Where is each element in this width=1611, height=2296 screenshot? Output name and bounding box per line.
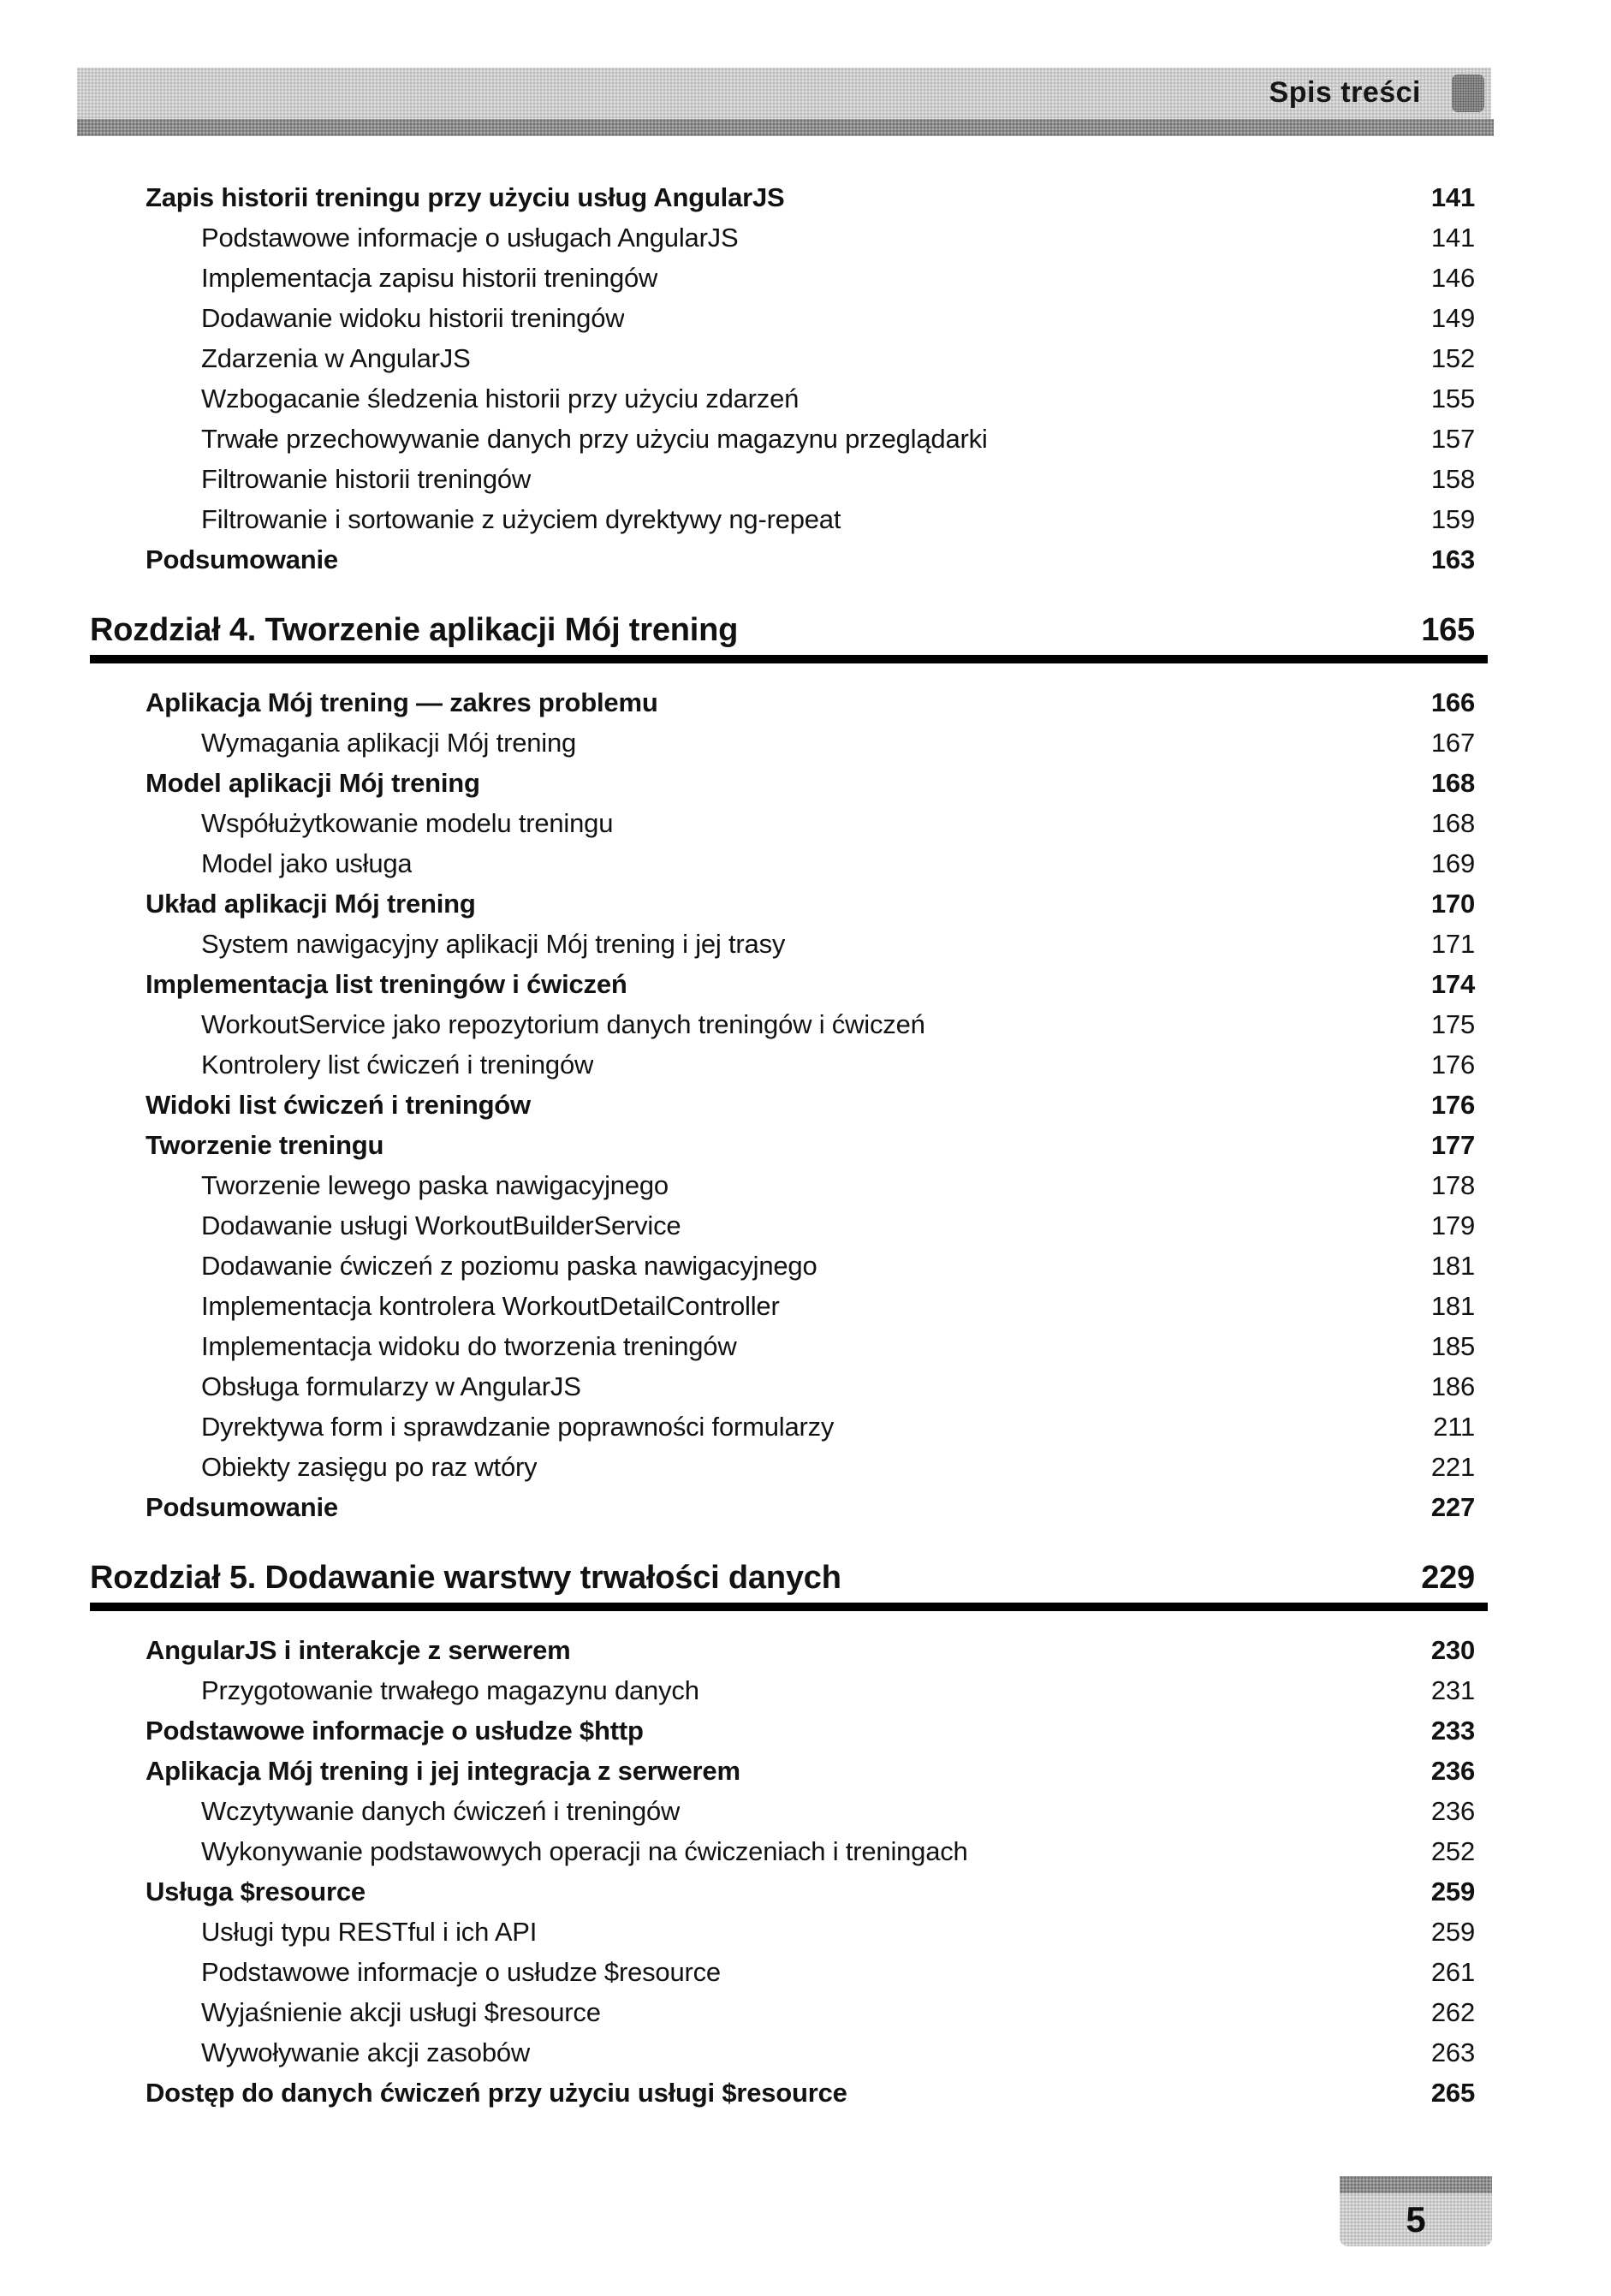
toc-entry-page: 175 [1430, 1009, 1475, 1039]
toc-entry-title: Implementacja list treningów i ćwiczeń [146, 969, 627, 999]
toc-entry-page: 178 [1430, 1170, 1475, 1200]
toc-entry-title: Podsumowanie [146, 1492, 338, 1522]
chapter-heading [90, 1558, 1475, 1597]
toc-entry [146, 964, 1475, 1004]
chapter-title: Rozdział 4. Tworzenie aplikacji Mój trening [90, 612, 739, 648]
toc-entry-title: Obiekty zasięgu po raz wtóry [201, 1452, 538, 1482]
toc-entry-title: Podstawowe informacje o usłudze $http [146, 1716, 644, 1746]
toc-entry-title: Model jako usługa [201, 848, 413, 878]
toc-entry-page: 163 [1430, 544, 1475, 574]
toc-entry [146, 924, 1475, 964]
toc-entry-page: 158 [1430, 464, 1475, 494]
toc-entry-title: Podsumowanie [146, 544, 338, 574]
page-number-box [1340, 2176, 1492, 2246]
toc-entry-page: 176 [1430, 1050, 1475, 1080]
toc-entry-page: 236 [1430, 1796, 1475, 1826]
toc-entry-page: 168 [1430, 808, 1475, 838]
toc-entry [146, 1912, 1475, 1952]
toc-entry-title: Tworzenie treningu [146, 1130, 384, 1160]
toc-entry-title: Aplikacja Mój trening i jej integracja z serwerem [146, 1756, 740, 1786]
toc-entry-page: 157 [1430, 424, 1475, 454]
page-number-box-body [1340, 2193, 1492, 2246]
toc-entry-page: 141 [1430, 182, 1475, 212]
toc-entry [146, 1286, 1475, 1326]
toc-entry [146, 2073, 1475, 2113]
toc-entry-page: 221 [1430, 1452, 1475, 1482]
toc-entry-title: Zapis historii treningu przy użyciu usług AngularJS [146, 182, 785, 212]
toc-entry [146, 1487, 1475, 1527]
toc-entry-title: Dodawanie usługi WorkoutBuilderService [201, 1210, 681, 1240]
toc-entry [146, 1710, 1475, 1751]
toc-entry [146, 1044, 1475, 1085]
toc-entry-page: 265 [1430, 2078, 1475, 2108]
toc-entry-title: Implementacja widoku do tworzenia treningów [201, 1331, 737, 1361]
header-tab-decoration [1452, 74, 1484, 112]
toc-entry-page: 230 [1430, 1635, 1475, 1665]
toc-entry [146, 499, 1475, 539]
toc-entry-page: 261 [1430, 1957, 1475, 1987]
chapter-page-number: 229 [1421, 1560, 1475, 1596]
toc-entry-page: 176 [1430, 1090, 1475, 1120]
toc-entry [146, 217, 1475, 258]
toc-entry-title: Podstawowe informacje o usłudze $resource [201, 1957, 721, 1987]
toc-entry [146, 1326, 1475, 1366]
toc-entry-page: 169 [1430, 848, 1475, 878]
page-number: 5 [1406, 2199, 1426, 2239]
toc-entry-page: 141 [1430, 223, 1475, 253]
toc-entry [146, 1246, 1475, 1286]
toc-entry [146, 258, 1475, 298]
toc-entry-title: Widoki list ćwiczeń i treningów [146, 1090, 531, 1120]
toc-entry [146, 1751, 1475, 1791]
toc-entry-page: 236 [1430, 1756, 1475, 1786]
toc-entry-page: 259 [1430, 1917, 1475, 1947]
toc-entry [146, 539, 1475, 580]
toc-entry-page: 179 [1430, 1210, 1475, 1240]
toc-entry [146, 1992, 1475, 2032]
toc-entry-title: Zdarzenia w AngularJS [201, 343, 471, 373]
toc-entry [146, 298, 1475, 338]
toc-entry-page: 181 [1430, 1291, 1475, 1321]
header-band [77, 68, 1491, 119]
toc-entry-title: Dodawanie widoku historii treningów [201, 303, 625, 333]
toc-entry-page: 168 [1430, 768, 1475, 798]
toc-entry [146, 1447, 1475, 1487]
toc-entry [146, 843, 1475, 883]
toc-entry [146, 1366, 1475, 1407]
chapter-title: Rozdział 5. Dodawanie warstwy trwałości danych [90, 1560, 841, 1596]
toc-entry-page: 170 [1430, 889, 1475, 919]
toc-entry-page: 263 [1430, 2037, 1475, 2067]
toc-block [90, 1558, 1475, 2113]
toc-entry-title: Układ aplikacji Mój trening [146, 889, 476, 919]
toc-entry [146, 1205, 1475, 1246]
toc-entry-title: Implementacja kontrolera WorkoutDetailController [201, 1291, 780, 1321]
toc-entry-title: Usługi typu RESTful i ich API [201, 1917, 538, 1947]
chapter-heading [90, 610, 1475, 650]
toc [90, 177, 1475, 2113]
toc-entry-title: Implementacja zapisu historii treningów [201, 263, 658, 293]
toc-entry-title: AngularJS i interakcje z serwerem [146, 1635, 571, 1665]
page-number-box-top-strip [1340, 2176, 1492, 2193]
toc-entry-page: 259 [1430, 1877, 1475, 1906]
toc-entry [146, 1791, 1475, 1831]
toc-entry-page: 252 [1430, 1836, 1475, 1866]
toc-entry [146, 1004, 1475, 1044]
toc-entry-page: 186 [1430, 1371, 1475, 1401]
toc-entry-page: 174 [1430, 969, 1475, 999]
page-title: Spis treści [1269, 76, 1421, 109]
toc-entry-page: 149 [1430, 303, 1475, 333]
toc-entry [146, 1670, 1475, 1710]
toc-entry-page: 233 [1430, 1716, 1475, 1746]
toc-entry [146, 1085, 1475, 1125]
toc-entry [146, 419, 1475, 459]
toc-entry [146, 803, 1475, 843]
toc-entry [146, 1630, 1475, 1670]
toc-entry [146, 378, 1475, 419]
toc-entry-title: Model aplikacji Mój trening [146, 768, 480, 798]
toc-entry-title: Aplikacja Mój trening — zakres problemu [146, 687, 658, 717]
toc-entry [146, 883, 1475, 924]
toc-entry-title: System nawigacyjny aplikacji Mój trening i jej trasy [201, 929, 786, 959]
toc-entry [146, 1871, 1475, 1912]
toc-block [90, 610, 1475, 1527]
toc-entry-page: 177 [1430, 1130, 1475, 1160]
toc-entry-title: WorkoutService jako repozytorium danych treningów i ćwiczeń [201, 1009, 925, 1039]
chapter-rule [90, 655, 1488, 663]
toc-entry [146, 1125, 1475, 1165]
toc-entry-page: 185 [1430, 1331, 1475, 1361]
toc-entry-title: Podstawowe informacje o usługach AngularJS [201, 223, 739, 253]
header-strip [77, 119, 1494, 136]
toc-entry [146, 763, 1475, 803]
toc-entry-page: 152 [1430, 343, 1475, 373]
toc-entry-title: Filtrowanie i sortowanie z użyciem dyrektywy ng-repeat [201, 504, 841, 534]
toc-entry [146, 459, 1475, 499]
toc-entry [146, 338, 1475, 378]
chapter-page-number: 165 [1421, 612, 1475, 648]
toc-entry-title: Dodawanie ćwiczeń z poziomu paska nawigacyjnego [201, 1251, 817, 1281]
toc-entry-page: 171 [1430, 929, 1475, 959]
toc-entry [146, 1407, 1475, 1447]
toc-entry [146, 2032, 1475, 2073]
chapter-rule [90, 1603, 1488, 1611]
toc-entry-title: Kontrolery list ćwiczeń i treningów [201, 1050, 594, 1080]
toc-entry-title: Wykonywanie podstawowych operacji na ćwiczeniach i treningach [201, 1836, 968, 1866]
toc-entry-title: Wywoływanie akcji zasobów [201, 2037, 531, 2067]
toc-entry [146, 1165, 1475, 1205]
toc-entry-page: 211 [1433, 1412, 1475, 1442]
toc-entry-page: 262 [1430, 1997, 1475, 2027]
toc-entry-page: 227 [1430, 1492, 1475, 1522]
toc-entry-title: Filtrowanie historii treningów [201, 464, 532, 494]
toc-entry-page: 166 [1430, 687, 1475, 717]
toc-entry-title: Przygotowanie trwałego magazynu danych [201, 1675, 699, 1705]
toc-entry-page: 181 [1430, 1251, 1475, 1281]
toc-entry-title: Wzbogacanie śledzenia historii przy użyciu zdarzeń [201, 384, 800, 413]
toc-entry-title: Tworzenie lewego paska nawigacyjnego [201, 1170, 669, 1200]
toc-entry-title: Wymagania aplikacji Mój trening [201, 728, 577, 758]
toc-entry-title: Dostęp do danych ćwiczeń przy użyciu usługi $resource [146, 2078, 847, 2108]
toc-entry-page: 159 [1430, 504, 1475, 534]
toc-entry-page: 155 [1430, 384, 1475, 413]
toc-entry [146, 1831, 1475, 1871]
toc-block [146, 177, 1475, 580]
toc-entry-title: Wyjaśnienie akcji usługi $resource [201, 1997, 601, 2027]
toc-entry-page: 146 [1430, 263, 1475, 293]
toc-entry-title: Wczytywanie danych ćwiczeń i treningów [201, 1796, 681, 1826]
toc-entry-title: Dyrektywa form i sprawdzanie poprawności formularzy [201, 1412, 835, 1442]
toc-entry [146, 1952, 1475, 1992]
toc-entry [146, 177, 1475, 217]
toc-entry-title: Usługa $resource [146, 1877, 366, 1906]
toc-entry [146, 723, 1475, 763]
toc-entry-title: Współużytkowanie modelu treningu [201, 808, 614, 838]
toc-entry [146, 682, 1475, 723]
toc-entry-title: Obsługa formularzy w AngularJS [201, 1371, 581, 1401]
toc-entry-title: Trwałe przechowywanie danych przy użyciu magazynu przeglądarki [201, 424, 988, 454]
toc-entry-page: 167 [1430, 728, 1475, 758]
toc-entry-page: 231 [1430, 1675, 1475, 1705]
